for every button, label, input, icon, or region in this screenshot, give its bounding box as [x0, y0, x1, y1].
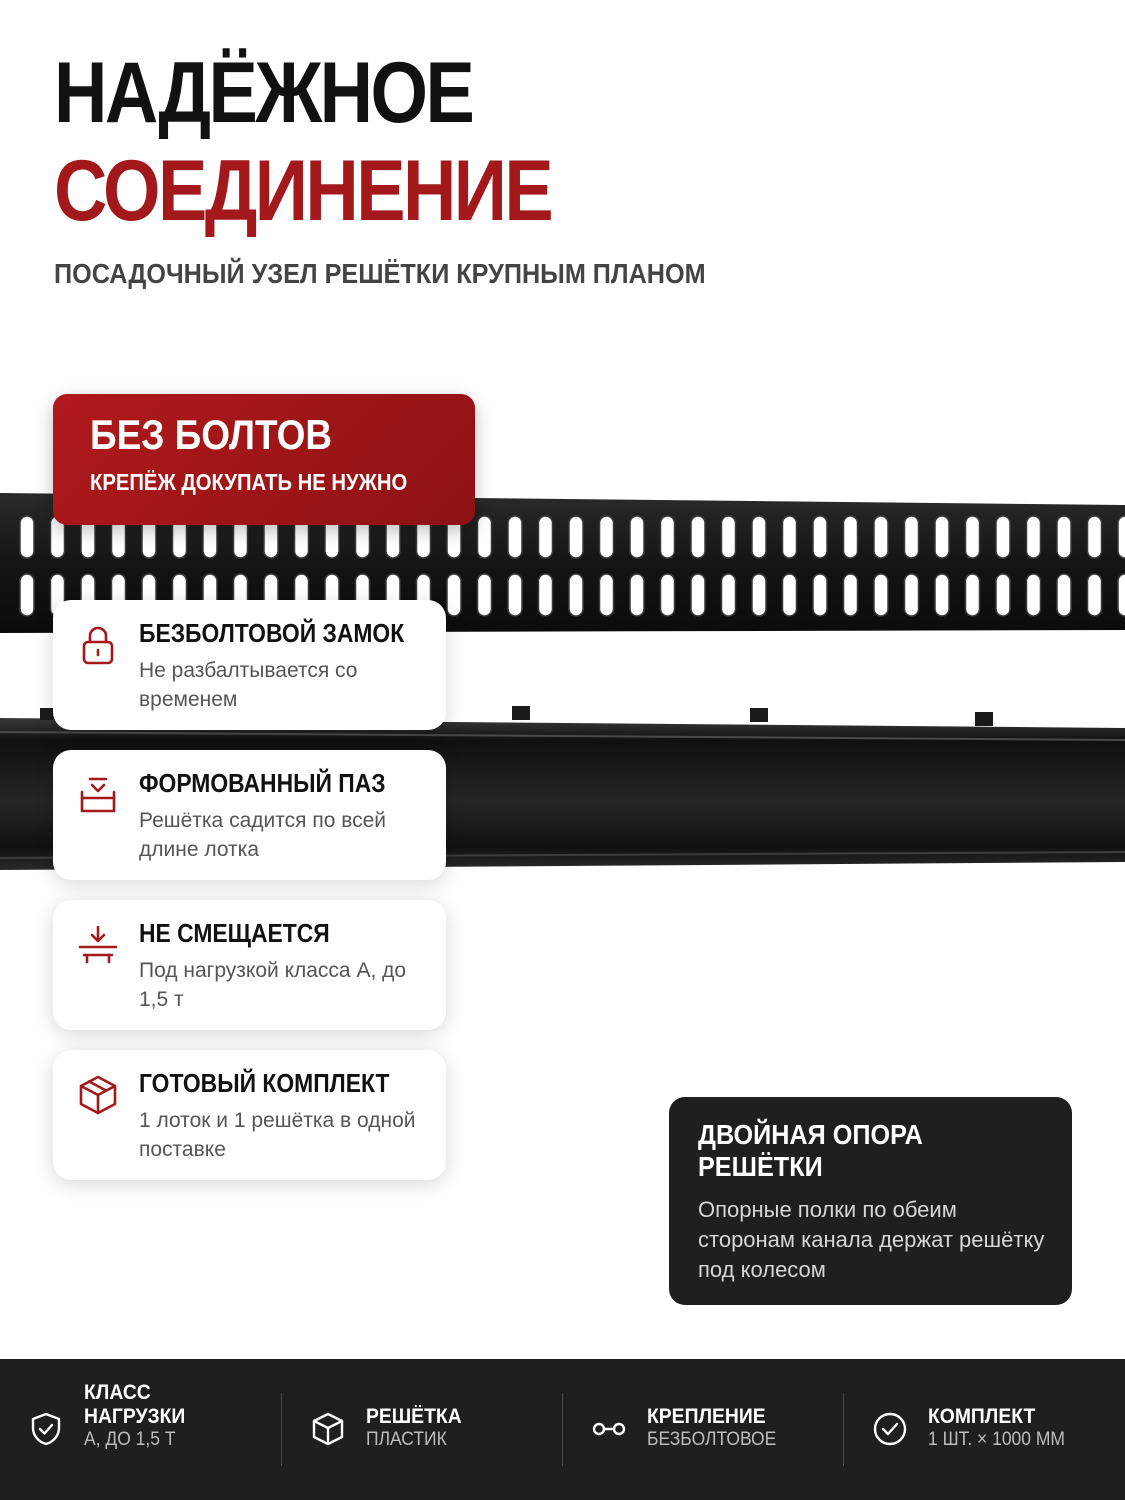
callout-text: Опорные полки по обеим сторонам канала держат решётку под колесом [698, 1197, 1045, 1282]
badge-title: БЕЗ БОЛТОВ [90, 411, 333, 458]
badge-subtitle: КРЕПЁЖ ДОКУПАТЬ НЕ НУЖНО [90, 469, 408, 495]
feature-list [53, 600, 446, 1200]
feature-text: 1 лоток и 1 решётка в одной поставке [139, 1109, 416, 1161]
spec-label: КЛАСС НАГРУЗКИ [84, 1381, 186, 1428]
feature-card-molded-groove [53, 750, 446, 880]
spec-value: А, ДО 1,5 Т [84, 1429, 176, 1450]
spec-value: ПЛАСТИК [366, 1429, 447, 1450]
link-icon [591, 1411, 627, 1447]
feature-card-ready-kit [53, 1050, 446, 1180]
feature-title: НЕ СМЕЩАЕТСЯ [139, 918, 330, 948]
cube-icon [310, 1411, 346, 1447]
tray-slot-icon [77, 774, 119, 816]
feature-text: Под нагрузкой класса А, до 1,5 т [139, 959, 407, 1011]
spec-kit [844, 1359, 1125, 1500]
page-title-line-2: СОЕДИНЕНИЕ [54, 143, 552, 239]
spec-label: РЕШЁТКА [366, 1405, 462, 1428]
spec-grate [282, 1359, 563, 1500]
feature-card-bolt-free-lock [53, 600, 446, 730]
callout-title: ДВОЙНАЯ ОПОРА РЕШЁТКИ [698, 1119, 923, 1182]
spec-label: КРЕПЛЕНИЕ [647, 1405, 766, 1428]
spec-fastening [563, 1359, 844, 1500]
check-circle-icon [872, 1411, 908, 1447]
page-title-line-1: НАДЁЖНОЕ [54, 45, 473, 141]
feature-title: БЕЗБОЛТОВОЙ ЗАМОК [139, 618, 405, 648]
feature-title: ГОТОВЫЙ КОМПЛЕКТ [139, 1068, 390, 1098]
feature-title: ФОРМОВАННЫЙ ПАЗ [139, 768, 386, 798]
spec-value: БЕЗБОЛТОВОЕ [647, 1429, 777, 1450]
feature-text: Решётка садится по всей длине лотка [139, 809, 387, 861]
lock-icon [77, 624, 119, 666]
page-subtitle: ПОСАДОЧНЫЙ УЗЕЛ РЕШЁТКИ КРУПНЫМ ПЛАНОМ [54, 258, 706, 289]
double-support-callout [669, 1097, 1072, 1305]
feature-card-no-shift [53, 900, 446, 1030]
spec-label: КОМПЛЕКТ [928, 1405, 1036, 1428]
spec-value: 1 ШТ. × 1000 ММ [928, 1429, 1065, 1450]
spec-bar [0, 1359, 1125, 1500]
anchor-icon [77, 924, 119, 966]
feature-text: Не разбалтывается со временем [139, 659, 358, 711]
shield-check-icon [28, 1411, 64, 1447]
spec-load-class [0, 1359, 281, 1500]
no-bolts-badge [53, 394, 475, 525]
box-icon [77, 1074, 119, 1116]
